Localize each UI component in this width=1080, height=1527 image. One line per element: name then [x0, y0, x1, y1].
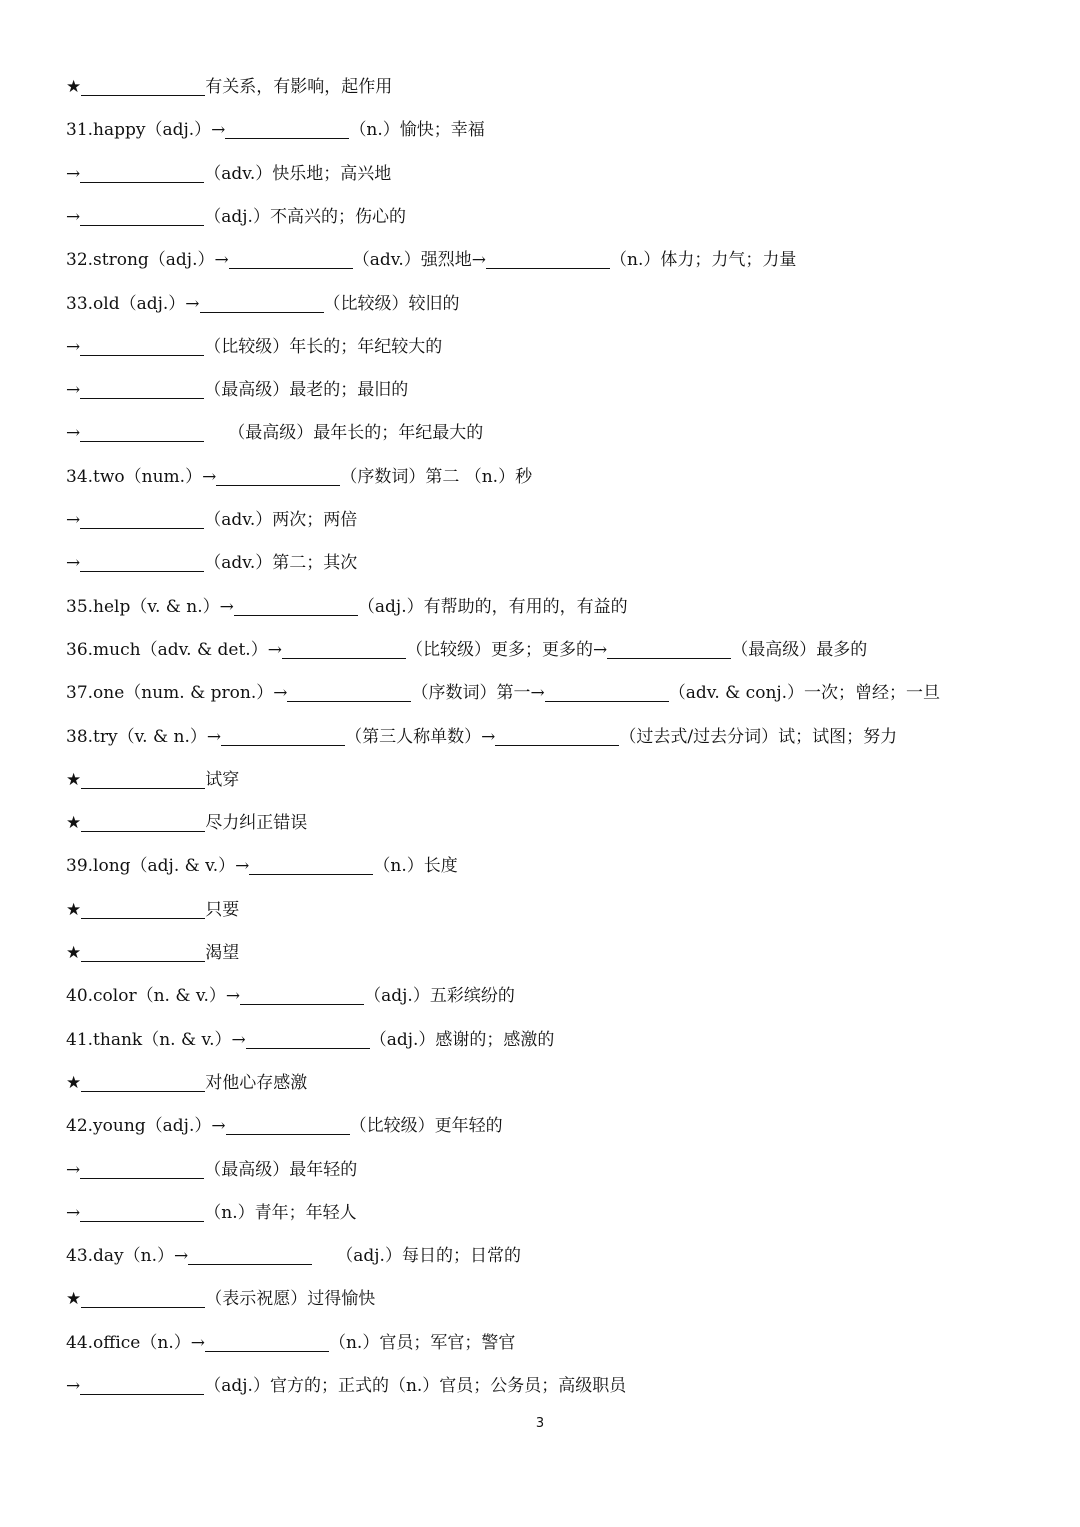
star-icon: ★: [66, 899, 82, 920]
answer-blank: [80, 420, 204, 442]
answer-blank: [287, 680, 411, 702]
star-icon: ★: [66, 1072, 82, 1093]
line-text: →: [66, 206, 81, 227]
answer-blank: [229, 247, 353, 269]
line-text: （n.）官员；军官；警官: [328, 1332, 516, 1353]
line-text: 对他心存感激: [205, 1072, 308, 1093]
answer-blank: [81, 74, 205, 96]
answer-blank: [80, 334, 204, 356]
line-36-much: [66, 635, 867, 665]
line-text: （比较级）较旧的: [323, 293, 460, 314]
line-text: 35.help（v. & n.）→: [66, 596, 234, 617]
line-text: （adj.）每日的；日常的: [336, 1246, 521, 1267]
line-text: 40.color（n. & v.）→: [66, 986, 241, 1007]
star-icon: ★: [66, 769, 82, 790]
star-icon: ★: [66, 813, 82, 834]
line-star-5: [66, 938, 239, 968]
line-star-2: [66, 765, 239, 795]
line-star-1: [66, 72, 392, 102]
answer-blank: [221, 724, 345, 746]
answer-blank: [80, 1157, 204, 1179]
answer-blank: [545, 680, 669, 702]
answer-blank: [81, 940, 205, 962]
line-34-two: [66, 462, 532, 492]
answer-blank: [226, 1113, 350, 1135]
answer-blank: [216, 464, 340, 486]
line-text: （第三人称单数）→: [345, 726, 496, 747]
line-34-arrow-1: [66, 505, 357, 535]
answer-blank: [80, 161, 204, 183]
line-star-3: [66, 808, 307, 838]
line-43-day: [66, 1241, 521, 1271]
line-text: （adj.）有帮助的，有用的，有益的: [357, 596, 628, 617]
line-34-arrow-2: [66, 548, 357, 578]
answer-blank: [282, 637, 406, 659]
line-44-arrow-1: [66, 1371, 626, 1401]
line-31-happy: [66, 115, 485, 145]
line-text: （比较级）更年轻的: [349, 1116, 503, 1137]
line-text: →: [66, 336, 81, 357]
line-text: 32.strong（adj.）→: [66, 250, 229, 271]
star-icon: ★: [66, 943, 82, 963]
answer-blank: [80, 377, 204, 399]
answer-blank: [188, 1243, 312, 1265]
line-text: 39.long（adj. & v.）→: [66, 856, 250, 877]
answer-blank: [81, 1070, 205, 1092]
line-text: （表示祝愿）过得愉快: [205, 1289, 376, 1310]
line-44-office: [66, 1328, 515, 1358]
line-star-6: [66, 1068, 307, 1098]
answer-blank: [81, 810, 205, 832]
line-star-7: [66, 1284, 375, 1314]
line-text: （adv. & conj.）一次；曾经；一旦: [668, 683, 941, 704]
answer-blank: [234, 594, 358, 616]
line-text: （adj.）感谢的；感激的: [369, 1029, 555, 1050]
line-text: （adv.）第二；其次: [204, 553, 358, 574]
line-33-old: [66, 289, 460, 319]
line-text: →: [66, 163, 81, 184]
answer-blank: [225, 117, 349, 139]
line-31-arrow-1: [66, 159, 391, 189]
line-text: （过去式/过去分词）试；试图；努力: [619, 726, 898, 747]
line-text: →: [66, 380, 81, 401]
line-33-arrow-1: [66, 332, 442, 362]
line-text: 44.office（n.）→: [66, 1332, 205, 1353]
line-38-try: [66, 722, 897, 752]
line-text: （最高级）最多的: [731, 639, 868, 660]
line-text: →: [66, 510, 81, 530]
answer-blank: [80, 1373, 204, 1395]
line-35-help: [66, 592, 628, 622]
answer-blank: [495, 724, 619, 746]
line-text: （n.）愉快；幸福: [349, 120, 485, 141]
line-42-arrow-1: [66, 1155, 357, 1185]
star-icon: ★: [66, 77, 82, 97]
line-text: （adv.）强烈地→: [352, 250, 486, 271]
line-text: 38.try（v. & n.）→: [66, 726, 222, 747]
line-text: 试穿: [205, 769, 240, 790]
line-text: 41.thank（n. & v.）→: [66, 1029, 246, 1050]
line-32-strong: [66, 245, 796, 275]
answer-blank: [486, 247, 610, 269]
answer-blank: [80, 204, 204, 226]
line-37-one: [66, 678, 940, 708]
answer-blank: [81, 1286, 205, 1308]
line-text: 尽力纠正错误: [205, 813, 308, 834]
answer-blank: [607, 637, 731, 659]
line-text: （最高级）最老的；最旧的: [204, 380, 409, 401]
line-text: 31.happy（adj.）→: [66, 120, 226, 141]
answer-blank: [80, 1200, 204, 1222]
line-text: 只要: [205, 899, 240, 920]
line-text: （adj.）五彩缤纷的: [364, 986, 515, 1007]
answer-blank: [80, 550, 204, 572]
answer-blank: [81, 897, 205, 919]
line-text: （最高级）最年轻的: [204, 1159, 358, 1180]
line-39-long: [66, 851, 458, 881]
line-text: →: [66, 1376, 81, 1396]
line-text: （n.）体力；力气；力量: [610, 250, 797, 271]
line-text: （n.）长度: [373, 856, 458, 877]
line-text: 42.young（adj.）→: [66, 1116, 226, 1137]
line-33-arrow-3: [66, 418, 483, 448]
line-text: 34.two（num.）→: [66, 466, 217, 487]
line-text: （adv.）快乐地；高兴地: [204, 163, 392, 184]
line-41-thank: [66, 1025, 554, 1055]
line-text: →: [66, 1159, 81, 1180]
line-text: （序数词）第一→: [411, 683, 545, 704]
line-star-4: [66, 895, 239, 925]
answer-blank: [240, 983, 364, 1005]
line-text: （比较级）更多；更多的→: [405, 639, 608, 660]
line-42-arrow-2: [66, 1198, 357, 1228]
line-text: （n.）青年；年轻人: [204, 1202, 357, 1223]
line-33-arrow-2: [66, 375, 408, 405]
answer-blank: [246, 1027, 370, 1049]
star-icon: ★: [66, 1289, 82, 1310]
line-text: 有关系，有影响，起作用: [205, 77, 393, 97]
line-text: 33.old（adj.）→: [66, 293, 200, 314]
line-text: →: [66, 1202, 81, 1223]
answer-blank: [81, 767, 205, 789]
line-text: →: [66, 553, 81, 574]
line-text: （adv.）两次；两倍: [204, 510, 358, 530]
answer-blank: [249, 853, 373, 875]
answer-blank: [80, 507, 204, 529]
page-number: 3: [535, 1416, 545, 1431]
line-text: 渴望: [205, 943, 240, 963]
answer-blank: [200, 291, 324, 313]
line-42-young: [66, 1111, 503, 1141]
line-text: 37.one（num. & pron.）→: [66, 683, 288, 704]
line-31-arrow-2: [66, 202, 406, 232]
answer-blank: [205, 1330, 329, 1352]
line-text: （最高级）最年长的；年纪最大的: [228, 423, 484, 444]
line-text: （adj.）不高兴的；伤心的: [204, 206, 406, 227]
line-text: 36.much（adv. & det.）→: [66, 639, 282, 660]
line-text: （比较级）年长的；年纪较大的: [204, 336, 443, 357]
line-text: →: [66, 423, 81, 444]
line-text: （序数词）第二 （n.）秒: [340, 466, 533, 487]
line-text: （adj.）官方的；正式的（n.）官员；公务员；高级职员: [204, 1376, 627, 1396]
line-40-color: [66, 981, 515, 1011]
line-text: 43.day（n.）→: [66, 1246, 189, 1267]
